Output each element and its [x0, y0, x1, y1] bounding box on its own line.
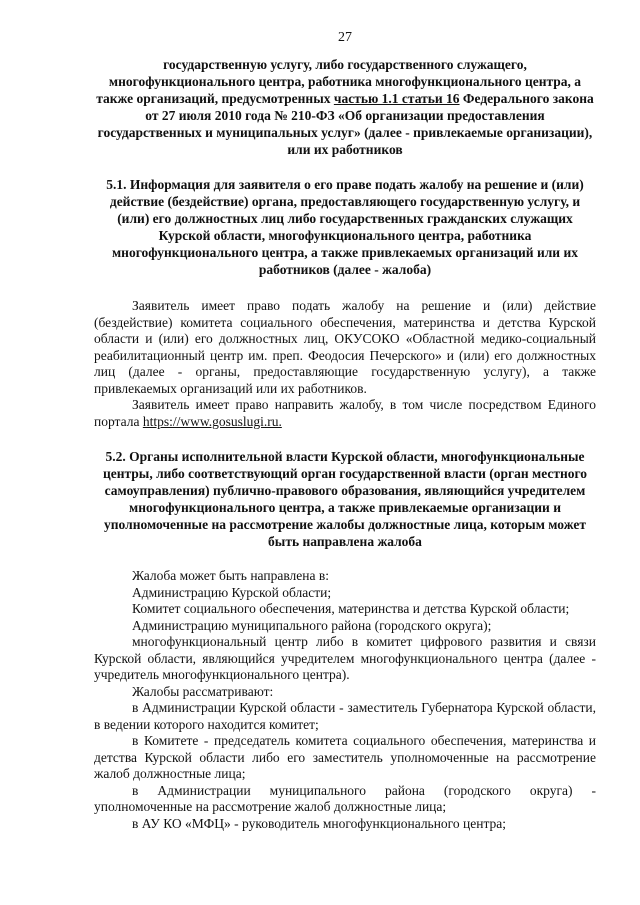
section-5-2-title: 5.2. Органы исполнительной власти Курской области, многофункциональные центры, либо соответствующий орган государственной власти (орган местного самоуправления) публично-правового образования, являющийся учредителем многофункционального центра, а также привлекаемые организации и уполномоченные на рассмотрение жалобы должностные лица, которым может быть направлена жалоба: [102, 449, 588, 549]
list-item: Жалобы рассматривают:: [132, 683, 274, 699]
continued-heading: [94, 56, 596, 158]
list-item: в Администрации Курской области - заместитель Губернатора Курской области, в ведении которого находится комитет;: [94, 700, 596, 732]
list-item: в АУ КО «МФЦ» - руководитель многофункционального центра;: [132, 815, 507, 831]
list-item: Комитет социального обеспечения, материнства и детства Курской области;: [132, 601, 570, 616]
paragraph-2-text: Заявитель имеет право направить жалобу, в том числе посредством Единого портала: [94, 397, 596, 429]
list-item: многофункциональный центр либо в комитет цифрового развития и связи Курской области, являющийся учредителем многофункционального центра (далее - учредитель многофункционального центра).: [94, 634, 596, 682]
gosuslugi-link[interactable]: https://www.gosuslugi.ru.: [142, 413, 282, 429]
list-item: Администрацию Курской области;: [132, 584, 332, 600]
list-item: Жалоба может быть направлена в:: [132, 568, 329, 583]
page-number: 27: [338, 30, 352, 45]
heading-text-end: Федерального закона от 27 июля 2010 года № 210-ФЗ «Об организации предоставления государственных и муниципальных услуг» (далее - привлекаемые организации), или их работников: [97, 91, 594, 157]
section-5-1-paragraph-1: Заявитель имеет право подать жалобу на решение и (или) действие (бездействие) комитета социального обеспечения, материнства и детства Курской области и (или) его должностных лиц, ОКУСОКО «Областной медико-социальный реабилитационный центр им. преп. Феодосия Печерского» и (или) его должностных лиц (далее - органы, предоставляющие государственную услугу), а также привлекаемых организаций или их работников.: [94, 298, 596, 396]
section-5-1-paragraph-2: [94, 397, 596, 430]
law-reference-link[interactable]: частью 1.1 статьи 16: [333, 91, 460, 106]
list-item: в Комитете - председатель комитета социального обеспечения, материнства и детства Курской области либо его заместитель уполномоченные на рассмотрение жалоб должностные лица;: [94, 733, 596, 781]
section-5-1-title: 5.1. Информация для заявителя о его праве подать жалобу на решение и (или) действие (бездействие) органа, предоставляющего государственную услугу, и (или) его должностных лиц либо государственных гражданских служащих Курской области, многофункционального центра, работника многофункционального центра, а также привлекаемых организаций или их работников (далее - жалоба): [106, 177, 584, 277]
heading-text-start: государственную услугу, либо государственного служащего, многофункционального центра, работника многофункционального центра, а также организаций, предусмотренных: [96, 57, 582, 106]
list-item: Администрацию муниципального района (городского округа);: [132, 617, 492, 633]
list-item: в Администрации муниципального района (городского округа) - уполномоченные на рассмотрение жалоб должностные лица;: [94, 782, 596, 814]
section-5-2-list: [94, 568, 596, 832]
